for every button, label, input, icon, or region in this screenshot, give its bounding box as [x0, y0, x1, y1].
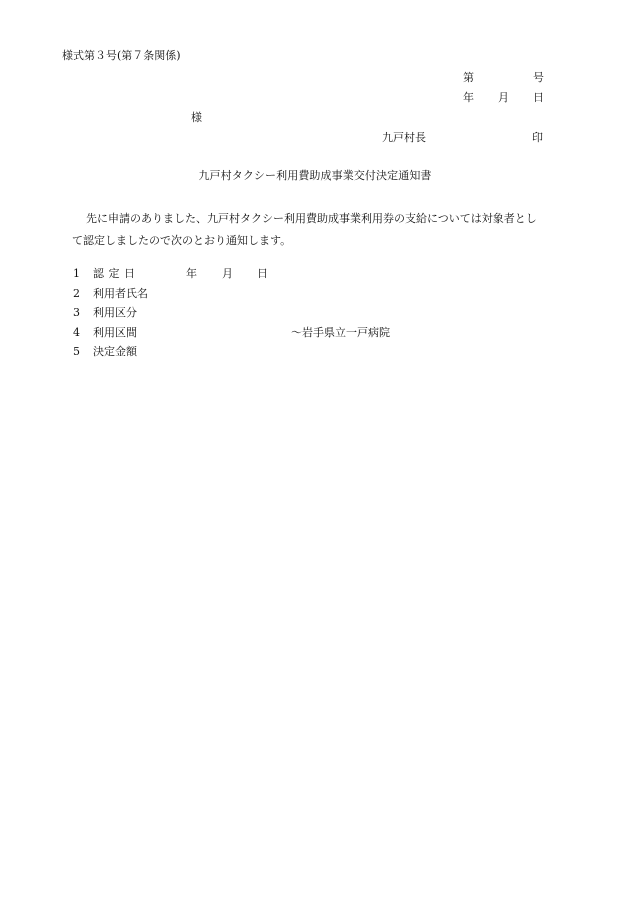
body-line-2: て認定しましたので次のとおり通知します。 — [72, 234, 292, 247]
item-label: 認定日 — [93, 267, 140, 280]
issue-date-year: 年 — [463, 91, 474, 104]
route-destination: ～岩手県立一戸病院 — [291, 325, 390, 339]
issue-date-month: 月 — [498, 91, 509, 104]
approval-year-label: 年 — [186, 267, 197, 280]
issue-date-day: 日 — [533, 91, 544, 104]
item-label: 利用区間 — [93, 325, 137, 339]
item-label: 利用区分 — [93, 306, 137, 319]
body-paragraph — [72, 208, 572, 252]
item-number: 3 — [73, 306, 80, 319]
item-label: 利用者氏名 — [93, 286, 148, 300]
item-number: 4 — [73, 325, 80, 339]
list-item-usage-route — [73, 327, 573, 347]
approval-day-label: 日 — [257, 267, 268, 280]
document-number-prefix: 第 — [463, 71, 474, 84]
issuer-name: 九戸村長 — [382, 131, 426, 144]
item-number: 1 — [73, 267, 80, 280]
item-number: 5 — [73, 345, 80, 358]
item-list — [73, 268, 573, 366]
addressee-honorific: 様 — [191, 111, 202, 124]
list-item-decided-amount — [73, 346, 573, 366]
list-item-usage-category — [73, 307, 573, 327]
form-reference: 様式第３号(第７条関係) — [62, 49, 181, 62]
item-number: 2 — [73, 286, 80, 300]
body-line-1: 先に申請のありました、九戸村タクシー利用費助成事業利用券の支給については対象者とし — [86, 212, 537, 225]
document-number-suffix: 号 — [533, 71, 544, 84]
list-item-approval-date — [73, 268, 573, 288]
list-item-user-name — [73, 288, 573, 308]
item-label: 決定金額 — [93, 345, 137, 358]
seal-mark: 印 — [532, 131, 543, 144]
approval-month-label: 月 — [222, 267, 233, 280]
document-title: 九戸村タクシー利用費助成事業交付決定通知書 — [198, 169, 432, 182]
